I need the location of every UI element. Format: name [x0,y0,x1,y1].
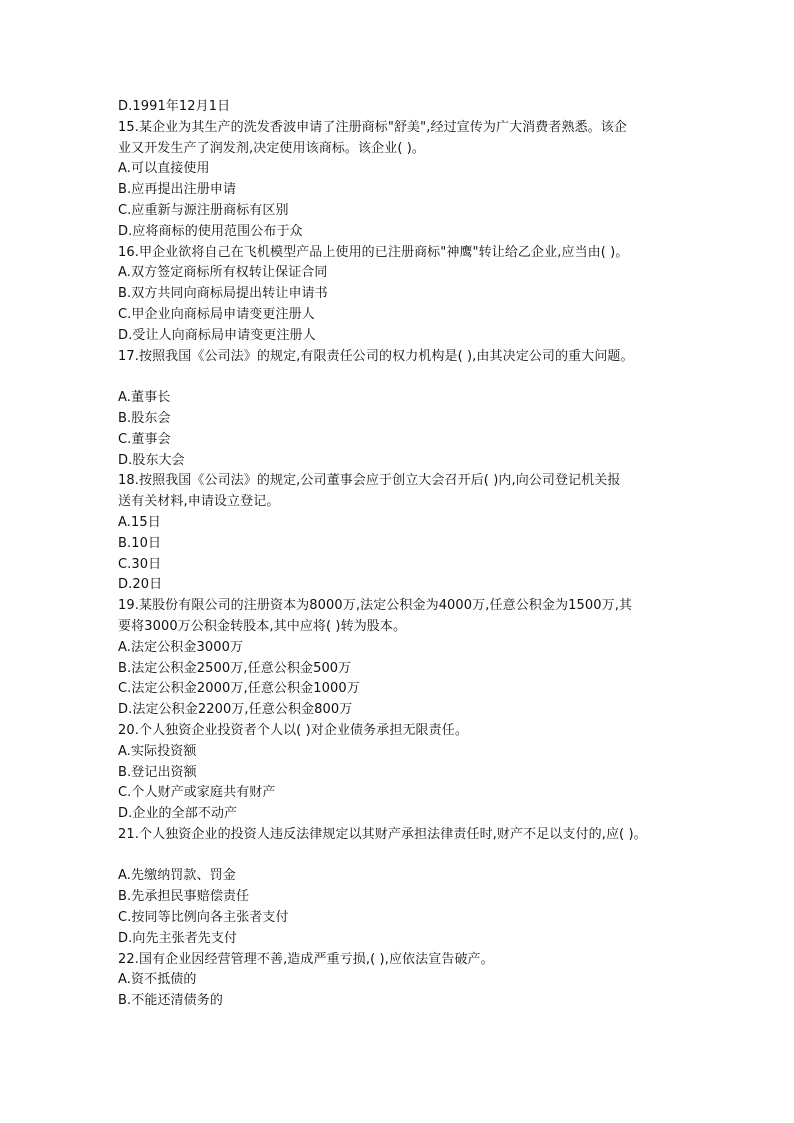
text-line: A.法定公积金3000万 [118,639,244,655]
text-line: 业又开发生产了润发剂,决定使用该商标。该企业( )。 [118,140,426,156]
text-line: A.先缴纳罚款、罚金 [118,868,236,884]
text-line: A.双方签定商标所有权转让保证合同 [118,265,328,281]
text-line: D.20日 [118,577,163,593]
text-line: C.个人财产或家庭共有财产 [118,785,276,801]
text-line: C.按同等比例向各主张者支付 [118,910,289,926]
text-line: 送有关材料,申请设立登记。 [118,494,280,510]
text-line: A.资不抵债的 [118,972,197,988]
text-line: C.甲企业向商标局申请变更注册人 [118,306,315,322]
text-line: C.30日 [118,556,162,572]
text-line: B.不能还清债务的 [118,993,223,1009]
text-line: 21.个人独资企业的投资人违反法律规定以其财产承担法律责任时,财产不足以支付的,应( )。 [118,826,647,842]
text-line: 要将3000万公积金转股本,其中应将( )转为股本。 [118,618,407,634]
text-line: 20.个人独资企业投资者个人以( )对企业债务承担无限责任。 [118,722,468,738]
text-line: 17.按照我国《公司法》的规定,有限责任公司的权力机构是( ),由其决定公司的重大问题。 [118,348,634,364]
text-line: B.先承担民事赔偿责任 [118,889,250,905]
text-line: D.法定公积金2200万,任意公积金800万 [118,702,353,718]
text-line: D.应将商标的使用范围公布于众 [118,223,303,239]
text-line: B.应再提出注册申请 [118,182,237,198]
text-line: B.登记出资额 [118,764,197,780]
text-line: 18.按照我国《公司法》的规定,公司董事会应于创立大会召开后( )内,向公司登记机关报 [118,473,621,489]
text-line: C.应重新与源注册商标有区别 [118,202,289,218]
document-body [118,97,698,1012]
text-line: D.受让人向商标局申请变更注册人 [118,327,316,343]
text-line: B.法定公积金2500万,任意公积金500万 [118,660,352,676]
text-line: A.可以直接使用 [118,161,210,177]
text-line: B.股东会 [118,410,171,426]
text-line: A.董事长 [118,390,171,406]
text-line: B.双方共同向商标局提出转让申请书 [118,286,328,302]
text-line: A.15日 [118,514,161,530]
text-line: C.董事会 [118,431,171,447]
text-line: D.1991年12月1日 [118,99,231,114]
text-line: C.法定公积金2000万,任意公积金1000万 [118,681,360,697]
text-line: 15.某企业为其生产的洗发香波申请了注册商标"舒美",经过宣传为广大消费者熟悉。该企 [118,119,627,135]
blank-line [118,367,698,388]
text-line: D.股东大会 [118,452,185,468]
text-line: D.向先主张者先支付 [118,930,238,946]
text-line: B.10日 [118,535,162,551]
text-line: 22.国有企业因经营管理不善,造成严重亏损,( ),应依法宣告破产。 [118,951,494,967]
text-line: 16.甲企业欲将自己在飞机模型产品上使用的已注册商标"神鹰"转让给乙企业,应当由( )。 [118,244,629,260]
text-line: 19.某股份有限公司的注册资本为8000万,法定公积金为4000万,任意公积金为1500万,其 [118,598,633,614]
blank-line [118,846,698,867]
text-line: D.企业的全部不动产 [118,806,238,822]
text-line: A.实际投资额 [118,743,197,759]
